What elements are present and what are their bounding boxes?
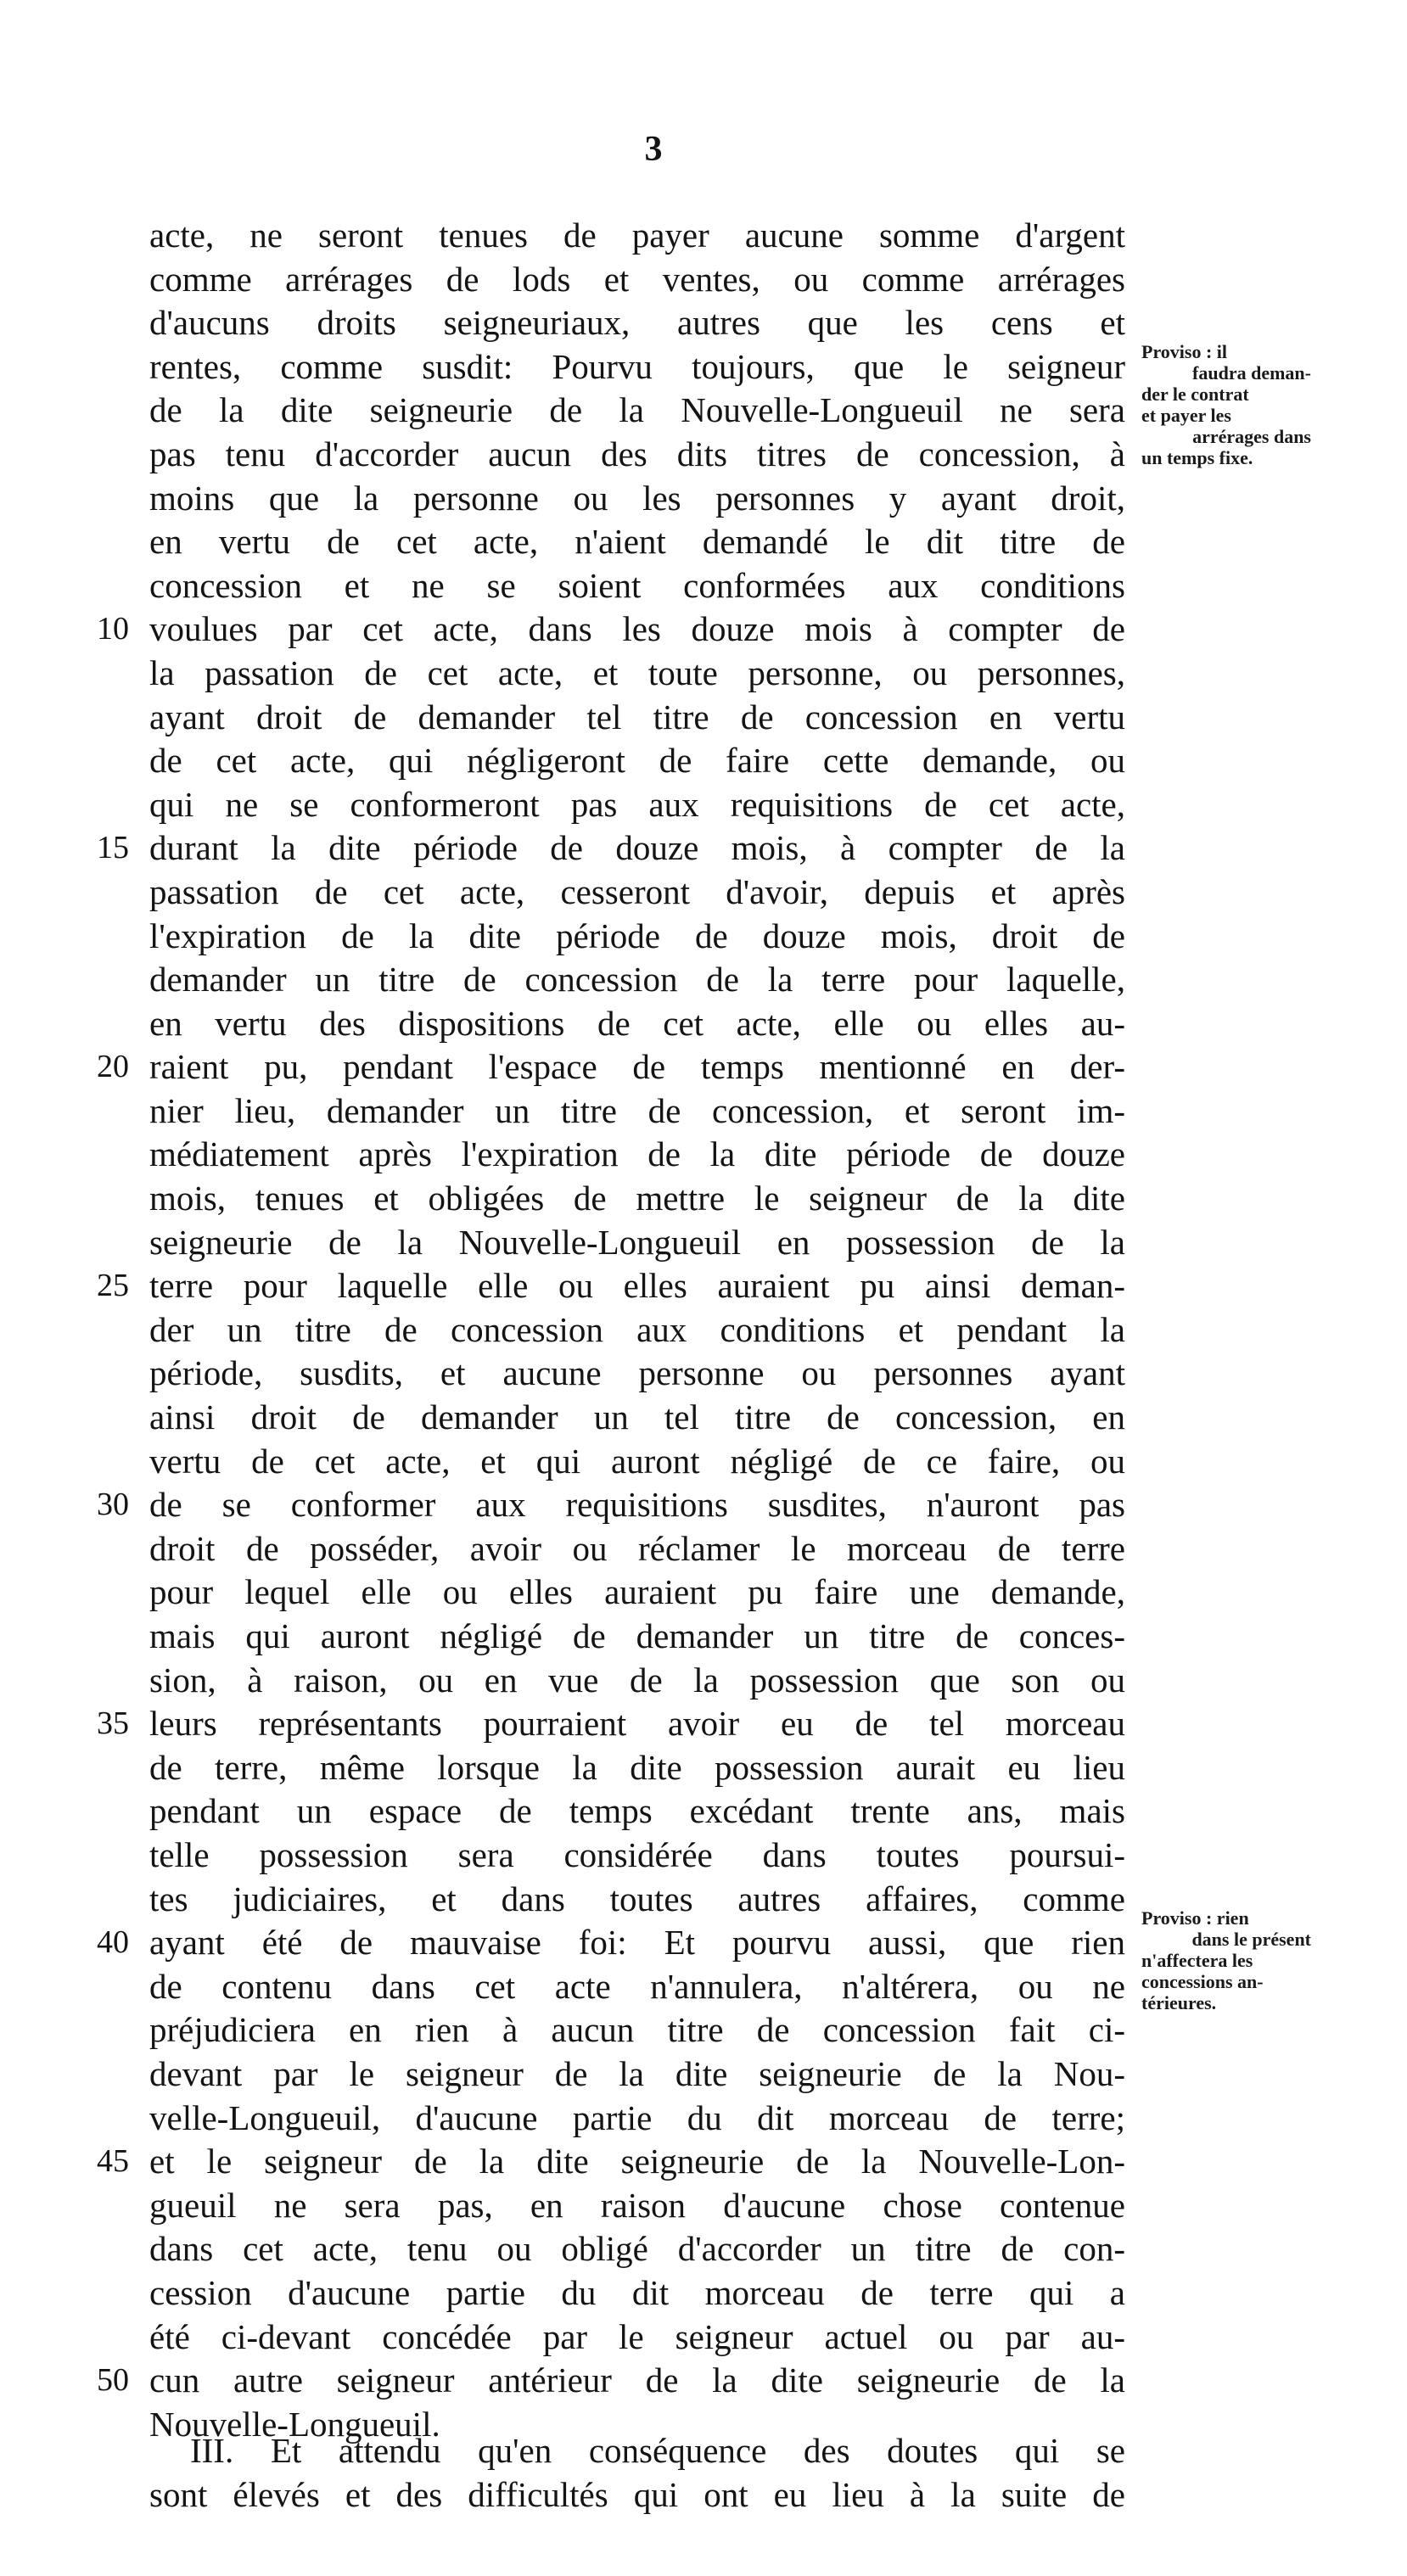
- line-text: sont élevés et des difficultés qui ont eu lieu à la suite de: [149, 2474, 1125, 2514]
- text-line: [149, 915, 1125, 959]
- text-line: [149, 1396, 1125, 1440]
- text-line: [97, 826, 1125, 871]
- margin-note-line: faudra deman-: [1192, 362, 1311, 384]
- line-text: gueuil ne sera pas, en raison d'aucune chose contenue: [149, 2185, 1125, 2225]
- line-text: acte, ne seront tenues de payer aucune somme d'argent: [149, 216, 1125, 255]
- line-text: mois, tenues et obligées de mettre le seigneur de la dite: [149, 1179, 1125, 1218]
- line-text: de se conformer aux requisitions susdites, n'auront pas: [149, 1485, 1125, 1525]
- line-text: et le seigneur de la dite seigneurie de la Nouvelle-Lon-: [149, 2142, 1125, 2181]
- line-text: d'aucuns droits seigneuriaux, autres que les cens et: [149, 303, 1125, 343]
- margin-note-proviso-concessions: [1141, 1907, 1311, 2013]
- line-text: de la dite seigneurie de la Nouvelle-Longueuil ne sera: [149, 390, 1125, 430]
- text-line: [149, 696, 1125, 740]
- line-text: comme arrérages de lods et ventes, ou comme arrérages: [149, 259, 1125, 299]
- text-line: [149, 1878, 1125, 1922]
- text-line: [149, 1571, 1125, 1615]
- margin-note-proviso-contract: [1141, 341, 1311, 468]
- margin-note-line: concessions an-: [1141, 1971, 1264, 1992]
- text-line: [149, 1746, 1125, 1790]
- line-text: qui ne se conformeront pas aux requisitions de cet acte,: [149, 784, 1125, 824]
- text-line: [97, 1483, 1125, 1527]
- text-line: [149, 2184, 1125, 2228]
- line-text: tes judiciaires, et dans toutes autres affaires, comme: [149, 1879, 1125, 1918]
- text-line: [149, 1789, 1125, 1834]
- margin-note-line: arrérages dans: [1192, 426, 1311, 447]
- line-text: pour lequel elle ou elles auraient pu faire une demande,: [149, 1572, 1125, 1612]
- line-text: leurs représentants pourraient avoir eu de tel morceau: [149, 1704, 1125, 1744]
- text-line: [149, 1440, 1125, 1484]
- text-line: [149, 1089, 1125, 1134]
- line-text: en vertu de cet acte, n'aient demandé le dit titre de: [149, 522, 1125, 562]
- line-text: raient pu, pendant l'espace de temps mentionné en der-: [149, 1047, 1125, 1087]
- text-line: [149, 389, 1125, 433]
- line-number: 25: [97, 1268, 129, 1304]
- text-line: [149, 783, 1125, 827]
- margin-note-line: et payer les: [1141, 405, 1231, 426]
- line-text: durant la dite période de douze mois, à compter de la: [149, 828, 1125, 868]
- line-text: moins que la personne ou les personnes y ayant droit,: [149, 478, 1125, 518]
- section-line: [149, 2473, 1125, 2517]
- text-line: [97, 1045, 1125, 1089]
- text-line: [149, 2271, 1125, 2316]
- text-line: [97, 608, 1125, 652]
- margin-note-line: térieures.: [1141, 1992, 1217, 2013]
- line-text: passation de cet acte, cesseront d'avoir, depuis et après: [149, 871, 1125, 911]
- text-line: [149, 1527, 1125, 1571]
- line-number: 40: [97, 1924, 129, 1961]
- text-line: [149, 301, 1125, 345]
- text-line: [149, 739, 1125, 783]
- body-text: [97, 214, 1125, 2446]
- text-line: [149, 477, 1125, 521]
- line-text: vertu de cet acte, et qui auront négligé de ce faire, ou: [149, 1441, 1125, 1481]
- line-number: 15: [97, 830, 129, 866]
- line-text: der un titre de concession aux conditions et pendant la: [149, 1309, 1125, 1349]
- margin-note-line: un temps fixe.: [1141, 447, 1253, 468]
- line-text: dans cet acte, tenu ou obligé d'accorder un titre de con-: [149, 2229, 1125, 2269]
- line-text: voulues par cet acte, dans les douze mois à compter de: [149, 609, 1125, 649]
- text-line: [149, 1133, 1125, 1177]
- line-text: ayant droit de demander tel titre de concession en vertu: [149, 697, 1125, 736]
- text-line: [149, 1965, 1125, 2009]
- line-number: 30: [97, 1487, 129, 1523]
- line-text: médiatement après l'expiration de la dite période de douze: [149, 1134, 1125, 1174]
- section-iii: [149, 2429, 1125, 2517]
- text-line: [149, 1308, 1125, 1352]
- text-line: [149, 2097, 1125, 2141]
- line-text: rentes, comme susdit: Pourvu toujours, que le seigneur: [149, 346, 1125, 386]
- line-number: 10: [97, 611, 129, 647]
- line-text: ainsi droit de demander un tel titre de concession, en: [149, 1397, 1125, 1437]
- line-text: concession et ne se soient conformées aux conditions: [149, 565, 1125, 605]
- text-line: [149, 214, 1125, 258]
- text-line: [149, 958, 1125, 1002]
- line-text: la passation de cet acte, et toute personne, ou personnes,: [149, 652, 1125, 692]
- line-text: seigneurie de la Nouvelle-Longueuil en possession de la: [149, 1222, 1125, 1262]
- margin-note-line: dans le présent: [1191, 1929, 1311, 1950]
- line-text: pendant un espace de temps excédant trente ans, mais: [149, 1791, 1125, 1831]
- margin-note-line: der le contrat: [1141, 384, 1249, 405]
- line-text: été ci-devant concédée par le seigneur actuel ou par au-: [149, 2316, 1125, 2356]
- text-line: [149, 2316, 1125, 2360]
- line-text: de terre, même lorsque la dite possession aurait eu lieu: [149, 1747, 1125, 1787]
- line-text: période, susdits, et aucune personne ou personnes ayant: [149, 1353, 1125, 1393]
- line-text: sion, à raison, ou en vue de la possession que son ou: [149, 1660, 1125, 1700]
- line-text: Nouvelle-Longueuil.: [149, 2404, 440, 2444]
- text-line: [149, 871, 1125, 915]
- text-line: [149, 1834, 1125, 1878]
- text-line: [149, 520, 1125, 564]
- line-text: l'expiration de la dite période de douze mois, droit de: [149, 916, 1125, 955]
- margin-note-line: n'affectera les: [1141, 1950, 1253, 1971]
- line-number: 45: [97, 2143, 129, 2180]
- text-line: [149, 652, 1125, 696]
- text-line: [149, 1352, 1125, 1396]
- line-text: mais qui auront négligé de demander un titre de conces-: [149, 1616, 1125, 1655]
- line-text: droit de posséder, avoir ou réclamer le morceau de terre: [149, 1528, 1125, 1568]
- text-line: [97, 1264, 1125, 1308]
- line-text: de contenu dans cet acte n'annulera, n'altérera, ou ne: [149, 1966, 1125, 2006]
- text-line: [149, 2008, 1125, 2052]
- text-line: [149, 258, 1125, 302]
- line-text: telle possession sera considérée dans toutes poursui-: [149, 1834, 1125, 1874]
- text-line: [97, 2140, 1125, 2184]
- line-text: nier lieu, demander un titre de concession, et seront im-: [149, 1090, 1125, 1130]
- line-text: préjudiciera en rien à aucun titre de concession fait ci-: [149, 2010, 1125, 2050]
- line-text: ayant été de mauvaise foi: Et pourvu aussi, que rien: [149, 1923, 1125, 1963]
- text-line: [97, 2359, 1125, 2403]
- line-number: 20: [97, 1049, 129, 1085]
- line-text: en vertu des dispositions de cet acte, elle ou elles au-: [149, 1003, 1125, 1043]
- text-line: [149, 1615, 1125, 1659]
- section-line: [149, 2429, 1125, 2473]
- line-text: III. Et attendu qu'en conséquence des doutes qui se: [190, 2431, 1125, 2470]
- margin-note-line: Proviso : rien: [1141, 1907, 1249, 1929]
- line-text: pas tenu d'accorder aucun des dits titres de concession, à: [149, 434, 1125, 473]
- text-line: [149, 1221, 1125, 1265]
- line-number: 35: [97, 1705, 129, 1742]
- line-text: cession d'aucune partie du dit morceau de terre qui a: [149, 2272, 1125, 2312]
- line-number: 50: [97, 2362, 129, 2399]
- margin-note-line: Proviso : il: [1141, 341, 1228, 362]
- text-line: [149, 345, 1125, 389]
- text-line: [149, 1002, 1125, 1046]
- page-number: 3: [644, 130, 663, 169]
- line-text: de cet acte, qui négligeront de faire cette demande, ou: [149, 741, 1125, 781]
- line-text: velle-Longueuil, d'aucune partie du dit morceau de terre;: [149, 2097, 1125, 2137]
- text-line: [97, 1702, 1125, 1746]
- text-line: [149, 564, 1125, 608]
- text-line: [149, 2052, 1125, 2097]
- line-text: devant par le seigneur de la dite seigneurie de la Nou-: [149, 2053, 1125, 2093]
- text-line: [149, 2227, 1125, 2271]
- text-line: [149, 1659, 1125, 1703]
- line-text: terre pour laquelle elle ou elles auraient pu ainsi deman-: [149, 1266, 1125, 1306]
- text-line: [149, 433, 1125, 477]
- line-text: cun autre seigneur antérieur de la dite seigneurie de la: [149, 2360, 1125, 2400]
- line-text: demander un titre de concession de la terre pour laquelle,: [149, 960, 1125, 1000]
- text-line: [97, 1921, 1125, 1965]
- text-line: [149, 1177, 1125, 1221]
